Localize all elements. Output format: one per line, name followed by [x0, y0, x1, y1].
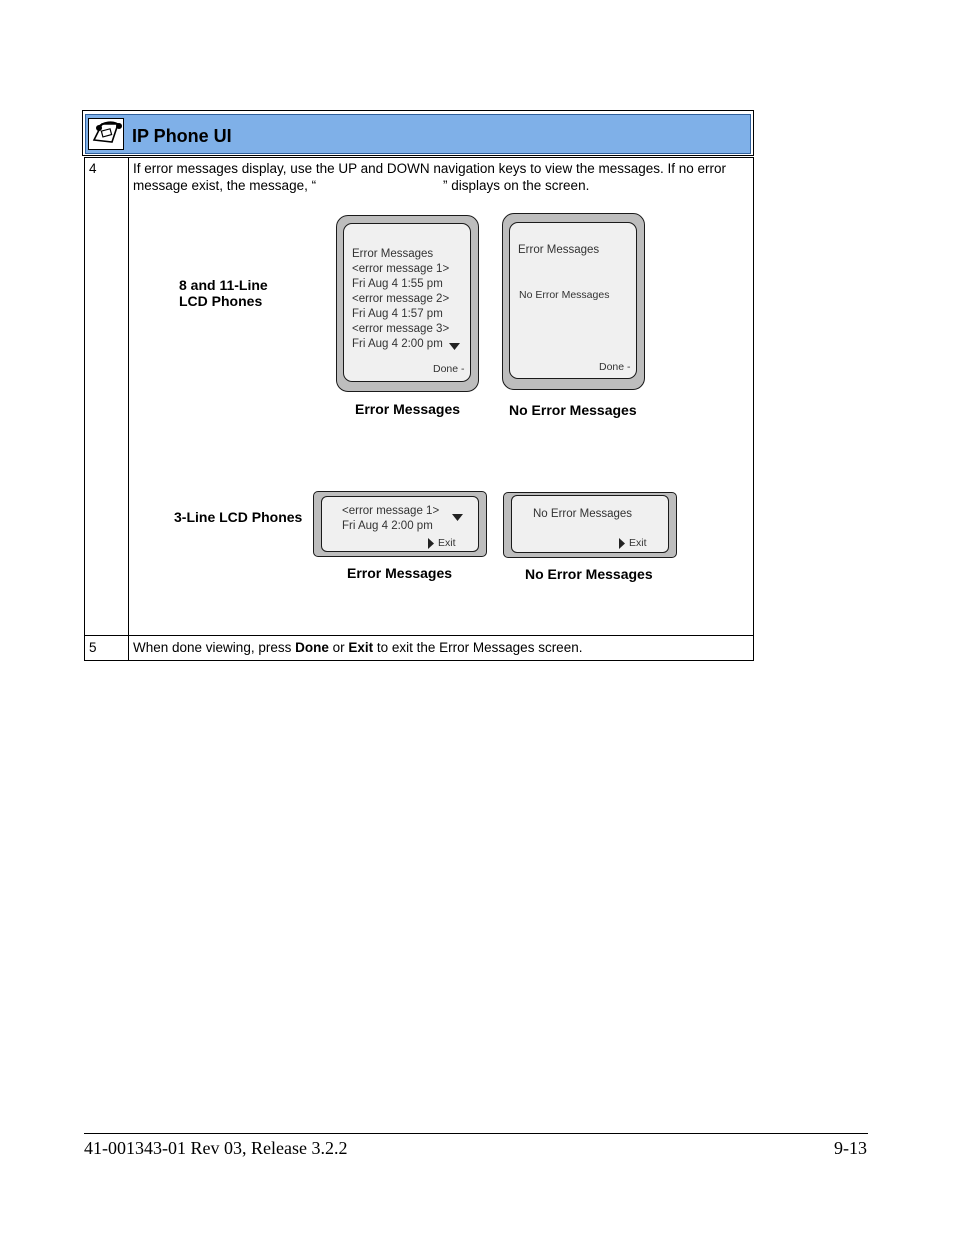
- phone-icon: [88, 118, 124, 150]
- screen-line: Fri Aug 4 2:00 pm: [342, 520, 433, 532]
- step-text-end: to exit the Error Messages screen.: [373, 640, 583, 655]
- done-softkey[interactable]: Done -: [433, 363, 465, 375]
- step-text-start: When done viewing, press: [133, 640, 296, 655]
- right-arrow-icon: [619, 538, 626, 549]
- exit-key-name: Exit: [348, 640, 374, 655]
- footer-rule: [84, 1133, 868, 1134]
- no-error-message: No Error Messages: [533, 508, 633, 520]
- step-text-line2-start: message exist, the message, “: [133, 178, 317, 193]
- caption-no-error-messages: No Error Messages: [525, 566, 653, 582]
- exit-softkey[interactable]: Exit: [629, 537, 647, 549]
- section-title: IP Phone UI: [132, 126, 232, 146]
- screen-title: Error Messages: [518, 244, 600, 256]
- caption-error-messages: Error Messages: [355, 401, 461, 417]
- step-text: [133, 639, 582, 656]
- step-text-or: or: [328, 640, 349, 655]
- caption-error-messages: Error Messages: [347, 565, 453, 581]
- right-arrow-icon: [428, 538, 435, 549]
- screen-line: Fri Aug 4 1:57 pm: [352, 308, 443, 320]
- done-softkey[interactable]: Done -: [599, 361, 631, 373]
- lcd-screen: [343, 223, 471, 382]
- screen-line: <error message 1>: [342, 505, 440, 517]
- label-3-line: 3-Line LCD Phones: [174, 509, 303, 525]
- exit-softkey[interactable]: Exit: [438, 537, 456, 549]
- screen-line: <error message 3>: [352, 323, 450, 335]
- lcd-large-errors: [336, 215, 479, 392]
- down-arrow-icon: [449, 343, 461, 351]
- column-divider: [128, 157, 129, 661]
- row-divider: [84, 635, 754, 636]
- lcd-screen: [509, 222, 637, 379]
- lcd-small-none: [503, 492, 677, 558]
- screen-title: Error Messages: [352, 248, 434, 260]
- lcd-screen: [511, 495, 669, 553]
- screen-line: <error message 1>: [352, 263, 450, 275]
- step-text-line2-end: ” displays on the screen.: [443, 178, 590, 193]
- done-key-name: Done: [295, 640, 329, 655]
- lcd-large-none: [502, 213, 645, 390]
- down-arrow-icon: [452, 514, 464, 522]
- label-8-11-line: [179, 277, 268, 309]
- step-number: 5: [89, 640, 97, 655]
- label-8-11-line-2: LCD Phones: [179, 293, 263, 309]
- lcd-screen: [321, 496, 479, 552]
- step-number: 4: [89, 161, 97, 176]
- screen-lines: [352, 247, 449, 352]
- caption-no-error-messages: No Error Messages: [509, 402, 637, 418]
- no-error-message: No Error Messages: [519, 289, 610, 301]
- screen-line: Fri Aug 4 1:55 pm: [352, 278, 443, 290]
- page-number: 9-13: [834, 1138, 867, 1158]
- step-text-line1: If error messages display, use the UP and DOWN navigation keys to view the messages. If no error: [133, 161, 727, 176]
- label-8-11-line-1: 8 and 11-Line: [179, 277, 268, 293]
- lcd-small-errors: [313, 491, 487, 557]
- screen-line: <error message 2>: [352, 293, 450, 305]
- screen-line: Fri Aug 4 2:00 pm: [352, 338, 443, 350]
- footer-doc-id: 41-001343-01 Rev 03, Release 3.2.2: [84, 1138, 348, 1158]
- screen-lines: [342, 504, 439, 534]
